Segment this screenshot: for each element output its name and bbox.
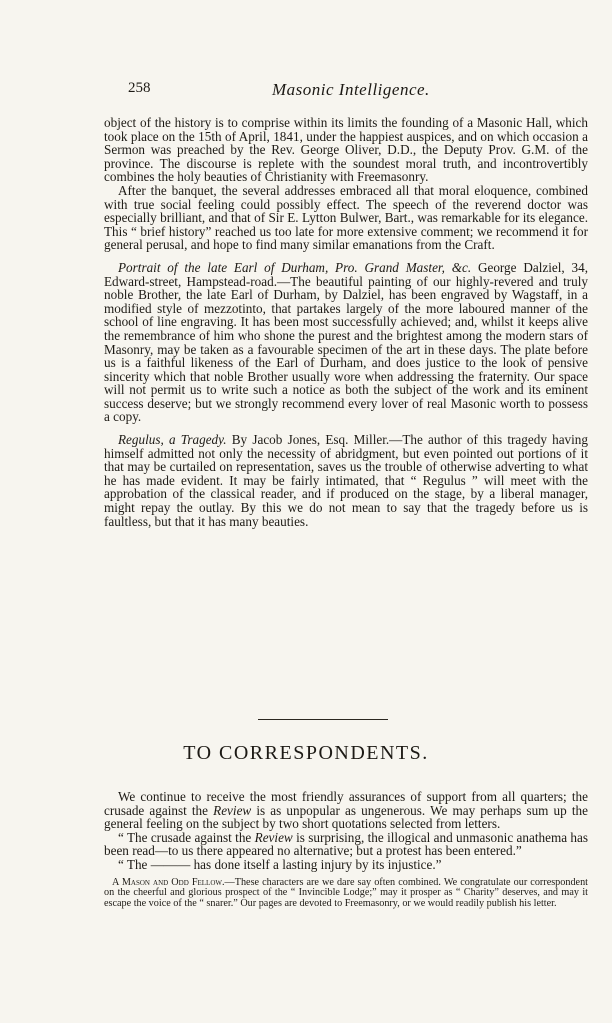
quotation-1 [104,831,588,858]
quotation-2: “ The ——— has done itself a lasting injury by its injustice.” [118,856,442,872]
paragraph-history-continued [104,116,588,184]
paragraph-lead: Regulus, a Tragedy. [118,432,227,448]
text-run: “ The crusade against the [118,829,255,845]
review-title: Review [254,829,293,845]
paragraph-regulus-review [104,433,588,528]
text-run: is as unpopular as ungenerous. We may perhaps sum up the general feeling on the subject by two short quotations selected from letters. [104,802,588,832]
correspondent-name: A Mason and Odd Fellow. [112,876,225,888]
paragraph-banquet [104,184,588,252]
paragraph-lead: Portrait of the late Earl of Durham, Pro. Grand Master, &c. [118,259,472,275]
running-head: Masonic Intelligence. [272,80,430,99]
paragraph-text: object of the history is to comprise within its limits the founding of a Masonic Hall, which took place on the 15th of April, 1841, under the happiest auspices, and on which occasion a Sermon was preached by the Rev. George Oliver, D.D., the Deputy Prov. G.M. of the province. The discourse is replete with the soundest moral truth, and incontrovertibly combines the holy beauties of Christianity with Freemasonry. [104,115,588,185]
page-number: 258 [128,80,151,96]
text-run: We continue to receive the most friendly assurances of support from all quarters; the crusade against the [104,789,588,818]
paragraph-text: George Dalziel, 34, Edward-street, Hampstead-road.—The beautiful painting of our highly-revered and truly noble Brother, the late Earl of Durham, by Dalziel, has been engraved by Wagstaff, in a modified style of mezzotinto, that partakes largely of the more laboured manner of the school of line engraving. It has been most successfully achieved; and, whilst it keeps alive the remembrance of him who shone the purest and the brightest among the modern stars of Masonry, may be taken as a favourable specimen of the art in these days. The plate before us is a faithful likeness of the Earl of Durham, and does justice to the look of pensive sincerity which that noble Brother usually wore when addressing the fraternity. Our space will not permit us to write such a notice as both the subject of the work and its eminent success deserve; but we strongly recommend every lover of real Masonic worth to possess a copy. [104,259,588,425]
paragraph-portrait-review [104,261,588,424]
page-header [0,80,612,100]
paragraph-text: After the banquet, the several addresses embraced all that moral eloquence, combined with true social feeling could possibly effect. The speech of the reverend doctor was especially brilliant, and that of Sir E. Lytton Bulwer, Bart., was remarkable for its elegance. This “ brief history” reached us too late for more extensive comment; we recommend it for general perusal, and hope to find many similar emanations from the Craft. [104,182,588,253]
masonic-intelligence-text [104,116,588,528]
section-divider [258,719,388,720]
correspondent-notice [104,878,588,910]
correspondents-intro [104,790,588,831]
paragraph-text: By Jacob Jones, Esq. Miller.—The author of this tragedy having himself admitted not only the necessity of abridgment, but even pointed out portions of it that may be curtailed on representation, saves us the trouble of otherwise adverting to what he has made evident. It may be fairly intimated, that “ Regulus ” will meet with the approbation of the classical reader, and if produced on the stage, by a liberal manager, might repay the outlay. By this we do not mean to say that the tragedy before us is faultless, but that it has many beauties. [104,432,588,529]
correspondents-section [104,790,588,910]
notice-text: —These characters are we dare say often combined. We congratulate our correspondent on the cheerful and glorious prospect of the “ Invincible Lodge;” may it prosper as “ Charity” deserves, and may it escape the voice of the “ snarer.” Our pages are devoted to Freemasonry, or we would readily publish his letter. [104,876,589,910]
text-run: is surprising, the illogical and unmasonic anathema has been read—to us there appeared no alternative; but a protest has been entered.” [104,829,588,859]
section-title: TO CORRESPONDENTS. [183,742,429,764]
review-title: Review [213,802,252,818]
